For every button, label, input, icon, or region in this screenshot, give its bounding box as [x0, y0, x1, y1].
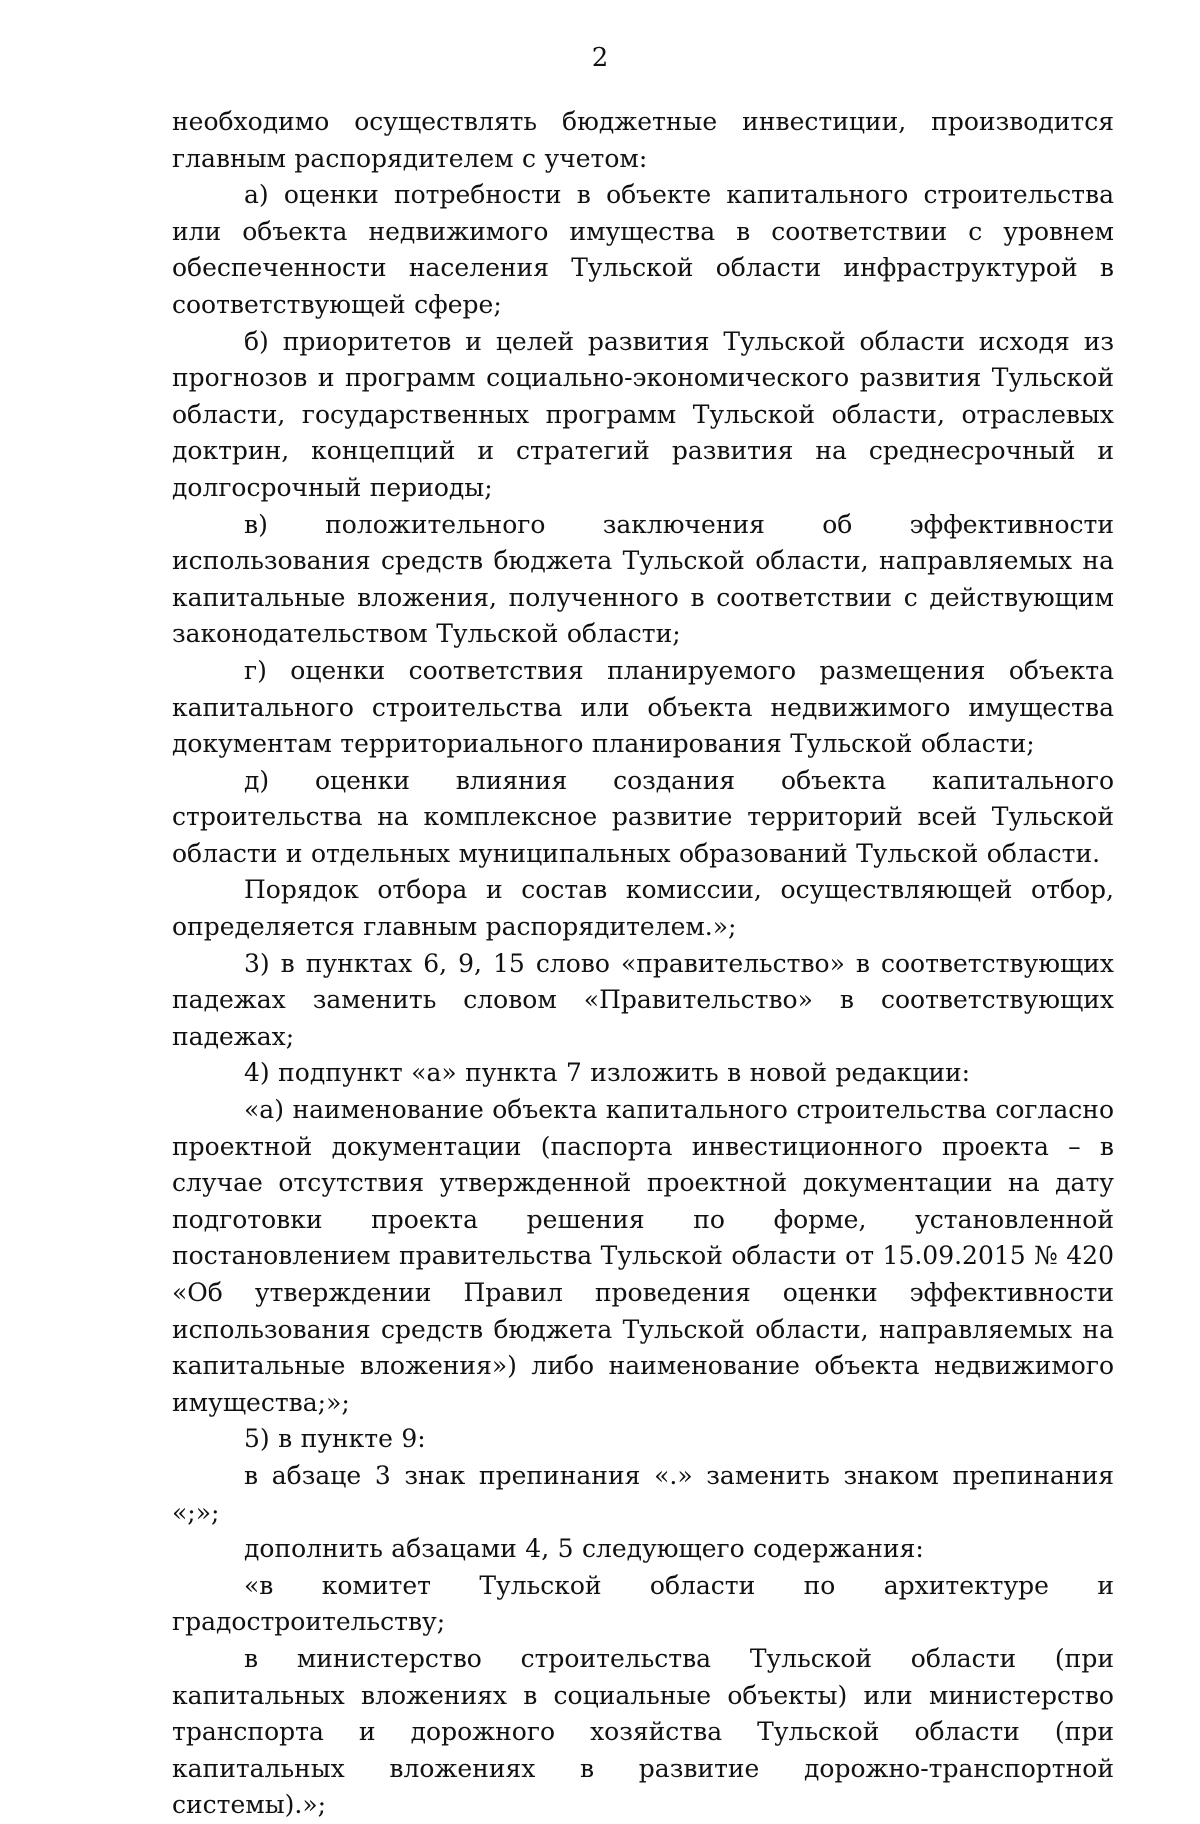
- paragraph: «в комитет Тульской области по архитектуре и градостроительству;: [172, 1570, 1114, 1637]
- paragraph: в) положительного заключения об эффективности использования средств бюджета Тульской области, направляемых на капитальные вложения, полученного в соответствии с действующим законодательством Тульской области;: [172, 509, 1114, 649]
- paragraph: 3) в пунктах 6, 9, 15 слово «правительство» в соответствующих падежах заменить словом «Правительство» в соответствующих падежах;: [172, 948, 1114, 1051]
- paragraph: «а) наименование объекта капитального строительства согласно проектной документации (паспорта инвестиционного проекта – в случае отсутствия утвержденной проектной документации на дату подготовки проекта решения по форме, установленной постановлением правительства Тульской области от 15.09.2015 № 420 «Об утверждении Правил проведения оценки эффективности использования средств бюджета Тульской области, направляемых на капитальные вложения») либо наименование объекта недвижимого имущества;»;: [172, 1095, 1114, 1417]
- paragraph: Порядок отбора и состав комиссии, осуществляющей отбор, определяется главным распорядителем.»;: [172, 875, 1114, 942]
- page-number: 2: [591, 43, 609, 73]
- paragraph: в министерство строительства Тульской области (при капитальных вложениях в социальные объекты) или министерство транспорта и дорожного хозяйства Тульской области (при капитальных вложениях в развитие дорожно-транспортной системы).»;: [172, 1643, 1114, 1820]
- paragraph: в абзаце 3 знак препинания «.» заменить знаком препинания «;»;: [172, 1460, 1114, 1527]
- paragraph: 4) подпункт «а» пункта 7 изложить в новой редакции:: [244, 1058, 971, 1088]
- paragraph: 5) в пункте 9:: [244, 1424, 426, 1454]
- document-body: [172, 104, 1114, 1824]
- paragraph: б) приоритетов и целей развития Тульской области исходя из прогнозов и программ социально-экономического развития Тульской области, государственных программ Тульской области, отраслевых доктрин, концепций и стратегий развития на среднесрочный и долгосрочный периоды;: [172, 326, 1114, 502]
- paragraph: а) оценки потребности в объекте капитального строительства или объекта недвижимого имущества в соответствии с уровнем обеспеченности населения Тульской области инфраструктурой в соответствующей сфере;: [172, 180, 1114, 319]
- paragraph: дополнить абзацами 4, 5 следующего содержания:: [244, 1534, 924, 1564]
- paragraph: необходимо осуществлять бюджетные инвестиции, производится главным распорядителем с учетом:: [172, 107, 1114, 173]
- paragraph: д) оценки влияния создания объекта капитального строительства на комплексное развитие территорий всей Тульской области и отдельных муниципальных образований Тульской области.: [172, 765, 1114, 868]
- paragraph: г) оценки соответствия планируемого размещения объекта капитального строительства или объекта недвижимого имущества документам территориального планирования Тульской области;: [172, 655, 1114, 759]
